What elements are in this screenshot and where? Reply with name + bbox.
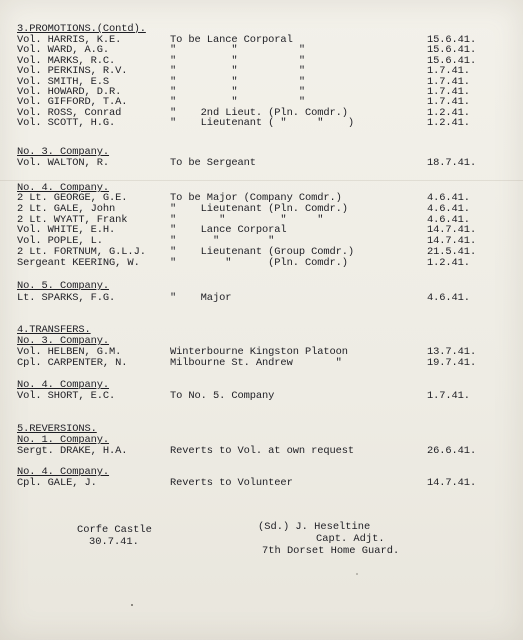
entry-action: To be Major (Company Comdr.) [170,192,342,204]
entry-date: 15.6.41. [427,54,477,67]
entry-action: " " (Pln. Comdr.) [170,256,348,269]
entry-name: Vol. ROSS, Conrad [17,106,122,119]
entry-name: Sergeant KEERING, W. [17,256,140,269]
entry-date: 1.7.41. [427,86,470,98]
paper-fold-line [0,180,523,181]
company-label [0,281,523,292]
entry-action: To be Lance Corporal [170,34,293,46]
entry-name: Vol. GIFFORD, T.A. [17,96,128,109]
company-label-text: No. 4. Company. [17,182,110,194]
entry-name: Vol. HARRIS, K.E. [17,34,122,46]
entry-row [0,358,523,369]
entry-date: 14.7.41. [427,224,477,237]
entry-name: Vol. WARD, A.G. [17,44,110,57]
entry-row [0,258,523,269]
entry-action: " " " " [170,213,324,226]
entry-date: 18.7.41. [427,157,477,169]
entry-date: 21.5.41. [427,246,477,258]
entry-date: 26.6.41. [427,445,477,457]
entry-row [0,391,523,402]
entry-date: 1.2.41. [427,117,470,130]
entry-action: " Major [170,292,232,304]
entry-action: Winterbourne Kingston Platoon [170,346,348,358]
entry-date: 15.6.41. [427,44,477,57]
entry-date: 19.7.41. [427,357,477,369]
footer-signature: (Sd.) J. Heseltine [258,521,371,533]
entry-date: 1.7.41. [427,65,470,78]
entry-name: Vol. SHORT, E.C. [17,390,116,402]
entry-name: Vol. SCOTT, H.G. [17,117,116,130]
entry-name: Vol. HELBEN, G.M. [17,346,122,358]
entry-name: Vol. PERKINS, R.V. [17,65,128,78]
entry-action: " Lance Corporal [170,224,287,237]
entry-date: 1.2.41. [427,256,470,269]
entry-action: " " " [170,65,305,78]
entry-name: Vol. WHITE, E.H. [17,224,116,237]
entry-action: " Lieutenant (Pln. Comdr.) [170,202,348,215]
entry-name: Vol. MARKS, R.C. [17,54,116,67]
entry-action: To No. 5. Company [170,390,275,402]
entry-date: 4.6.41. [427,192,470,204]
footer-unit: 7th Dorset Home Guard. [262,545,400,557]
entry-row [0,446,523,457]
entry-date: 1.7.41. [427,96,470,109]
entry-name: Vol. POPLE, L. [17,235,103,248]
entry-date: 1.7.41. [427,390,470,402]
entry-row [0,158,523,169]
entry-date: 14.7.41. [427,477,477,489]
company-label-text: No. 5. Company. [17,280,110,292]
entry-date: 4.6.41. [427,213,470,226]
section-heading-text: 5.REVERSIONS. [17,423,97,435]
entry-date: 14.7.41. [427,235,477,248]
entry-action: " " " [170,86,305,98]
entry-date: 4.6.41. [427,292,470,304]
entry-date: 4.6.41. [427,202,470,215]
entry-name: Sergt. DRAKE, H.A. [17,445,128,457]
entry-name: Vol. SMITH, E.S [17,75,110,88]
entry-name: Lt. SPARKS, F.G. [17,292,116,304]
entry-date: 15.6.41. [427,34,477,46]
footer-place: Corfe Castle [77,524,152,536]
footer-rank: Capt. Adjt. [316,533,385,545]
entry-name: Cpl. CARPENTER, N. [17,357,128,369]
entry-action: " " " [170,235,275,248]
entry-action: To be Sergeant [170,157,256,169]
entry-action: Reverts to Vol. at own request [170,445,355,457]
section-heading-text: 4.TRANSFERS. [17,324,91,336]
entry-row [0,118,523,129]
entry-action: Milbourne St. Andrew " [170,357,342,369]
entry-date: 1.7.41. [427,75,470,88]
company-label-text: No. 3. Company. [17,146,110,158]
entry-action: " " " [170,96,305,109]
entry-date: 1.2.41. [427,106,470,119]
entry-action: " 2nd Lieut. (Pln. Comdr.) [170,106,348,119]
entry-name: 2 Lt. GALE, John [17,202,116,215]
entry-name: 2 Lt. GEORGE, G.E. [17,192,128,204]
company-label-text: No. 3. Company. [17,335,110,347]
entry-name: Vol. WALTON, R. [17,157,110,169]
entry-action: " " " [170,54,305,67]
entry-action: " Lieutenant ( " " ) [170,117,355,130]
entry-action: " " " [170,75,305,88]
entry-date: 13.7.41. [427,346,477,358]
entry-name: Vol. HOWARD, D.R. [17,86,122,98]
company-label-text: No. 4. Company. [17,379,110,391]
footer-date: 30.7.41. [89,536,139,548]
entry-name: Cpl. GALE, J. [17,477,97,489]
entry-action: Reverts to Volunteer [170,477,293,489]
entry-action: " " " [170,44,305,57]
company-label-text: No. 1. Company. [17,434,110,446]
entry-name: 2 Lt. FORTNUM, G.L.J. [17,246,146,258]
entry-row [0,293,523,304]
company-label-text: No. 4. Company. [17,466,110,478]
section-heading-text: 3.PROMOTIONS.(Contd). [17,23,146,35]
entry-row [0,478,523,489]
paper-mark [356,573,358,575]
entry-action: " Lieutenant (Group Comdr.) [170,246,355,258]
paper-mark [131,604,133,606]
entry-name: 2 Lt. WYATT, Frank [17,213,128,226]
